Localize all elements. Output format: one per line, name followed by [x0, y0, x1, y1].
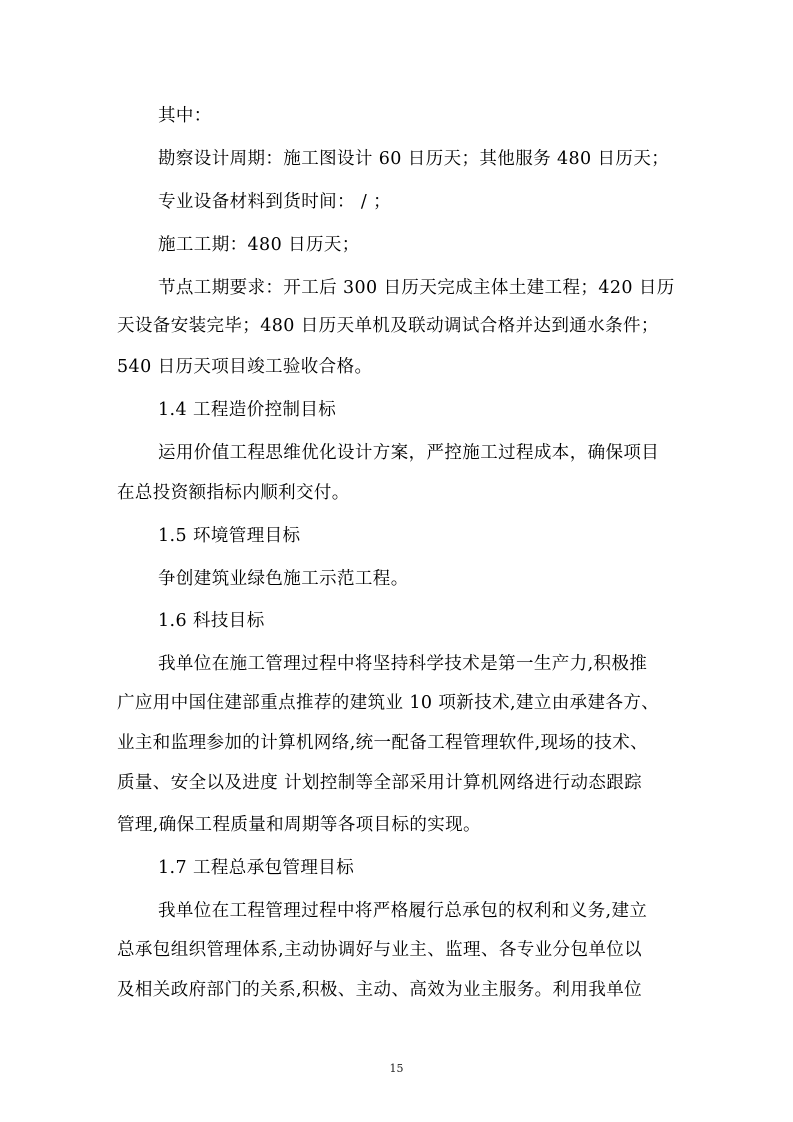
text-line-milestone-3: 540 日历天项目竣工验收合格。 [117, 357, 373, 377]
text-line-milestone-2: 天设备安装完毕；480 日历天单机及联动调试合格并达到通水条件； [117, 316, 659, 336]
text-line-epc-2: 总承包组织管理体系,主动协调好与业主、监理、各专业分包单位以 [117, 940, 643, 960]
text-line-technology-2: 广应用中国住建部重点推荐的建筑业 10 项新技术,建立由承建各方、 [117, 693, 660, 713]
page-number: 15 [389, 1062, 404, 1075]
text-line-cost-2: 在总投资额指标内顺利交付。 [117, 483, 350, 503]
text-line-survey-design-period: 勘察设计周期：施工图设计 60 日历天；其他服务 480 日历天； [158, 149, 670, 169]
text-line-cost-1: 运用价值工程思维优化设计方案，严控施工过程成本，确保项目 [158, 443, 660, 463]
text-line-environment: 争创建筑业绿色施工示范工程。 [158, 569, 409, 589]
text-line-epc-3: 及相关政府部门的关系,积极、主动、高效为业主服务。利用我单位 [117, 980, 643, 1000]
text-line-equipment-delivery: 专业设备材料到货时间： / ； [158, 192, 392, 212]
text-line-milestone-1: 节点工期要求：开工后 300 日历天完成主体土建工程；420 日历 [158, 278, 675, 298]
section-heading-technology: 1.6 科技目标 [158, 611, 265, 631]
text-line-technology-3: 业主和监理参加的计算机网络,统一配备工程管理软件,现场的技术、 [117, 733, 649, 753]
text-line-technology-5: 管理,确保工程质量和周期等各项目标的实现。 [117, 815, 481, 835]
section-heading-epc-management: 1.7 工程总承包管理目标 [158, 858, 355, 878]
section-heading-cost-control: 1.4 工程造价控制目标 [158, 400, 337, 420]
text-line-technology-1: 我单位在施工管理过程中将坚持科学技术是第一生产力,积极推 [158, 654, 648, 674]
section-heading-environment: 1.5 环境管理目标 [158, 526, 301, 546]
text-line-technology-4: 质量、安全以及进度 计划控制等全部采用计算机网络进行动态跟踪 [117, 773, 643, 793]
text-line-construction-period: 施工工期：480 日历天； [158, 235, 360, 255]
text-line-epc-1: 我单位在工程管理过程中将严格履行总承包的权利和义务,建立 [158, 901, 648, 921]
text-line-qizhong: 其中： [158, 106, 212, 126]
